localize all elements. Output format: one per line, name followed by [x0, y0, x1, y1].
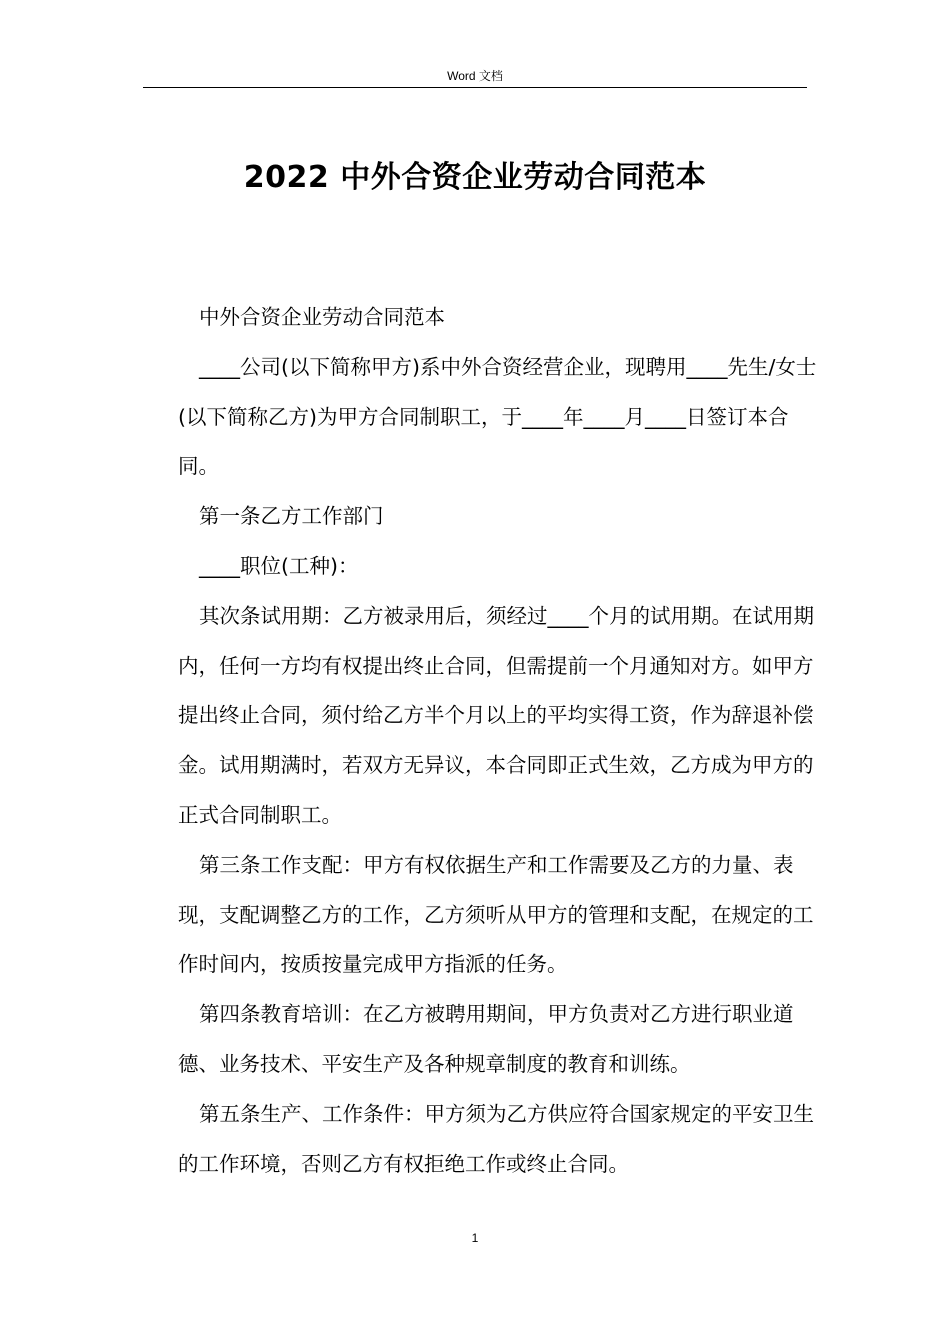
page-number: 1 — [471, 1231, 479, 1245]
paragraph: ____公司(以下简称甲方)系中外合资经营企业，现聘用____先生/女士(以下简称乙方)为甲方合同制职工，于____年____月____日签订本合同。 — [178, 354, 817, 479]
header-label: Word 文档 — [447, 69, 503, 83]
paragraph: 第四条教育培训：在乙方被聘用期间，甲方负责对乙方进行职业道德、业务技术、平安生产及各种规章制度的教育和训练。 — [178, 1002, 794, 1076]
paragraph: ____职位(工种)： — [199, 553, 359, 578]
document-title: 2022 中外合资企业劳动合同范本 — [243, 160, 707, 195]
paragraph: 中外合资企业劳动合同范本 — [199, 305, 445, 329]
document-body — [178, 293, 818, 1189]
paragraph: 第三条工作支配：甲方有权依据生产和工作需要及乙方的力量、表现，支配调整乙方的工作，乙方须听从甲方的管理和支配，在规定的工作时间内，按质按量完成甲方指派的任务。 — [178, 852, 814, 977]
header-divider — [143, 87, 807, 88]
paragraph: 其次条试用期：乙方被录用后，须经过____个月的试用期。在试用期内，任何一方均有权提出终止合同，但需提前一个月通知对方。如甲方提出终止合同，须付给乙方半个月以上的平均实得工资，作为辞退补偿金。试用期满时，若双方无异议，本合同即正式生效，乙方成为甲方的正式合同制职工。 — [178, 603, 814, 827]
paragraph: 第一条乙方工作部门 — [199, 504, 384, 529]
paragraph: 第五条生产、工作条件：甲方须为乙方供应符合国家规定的平安卫生的工作环境，否则乙方有权拒绝工作或终止合同。 — [178, 1101, 814, 1176]
